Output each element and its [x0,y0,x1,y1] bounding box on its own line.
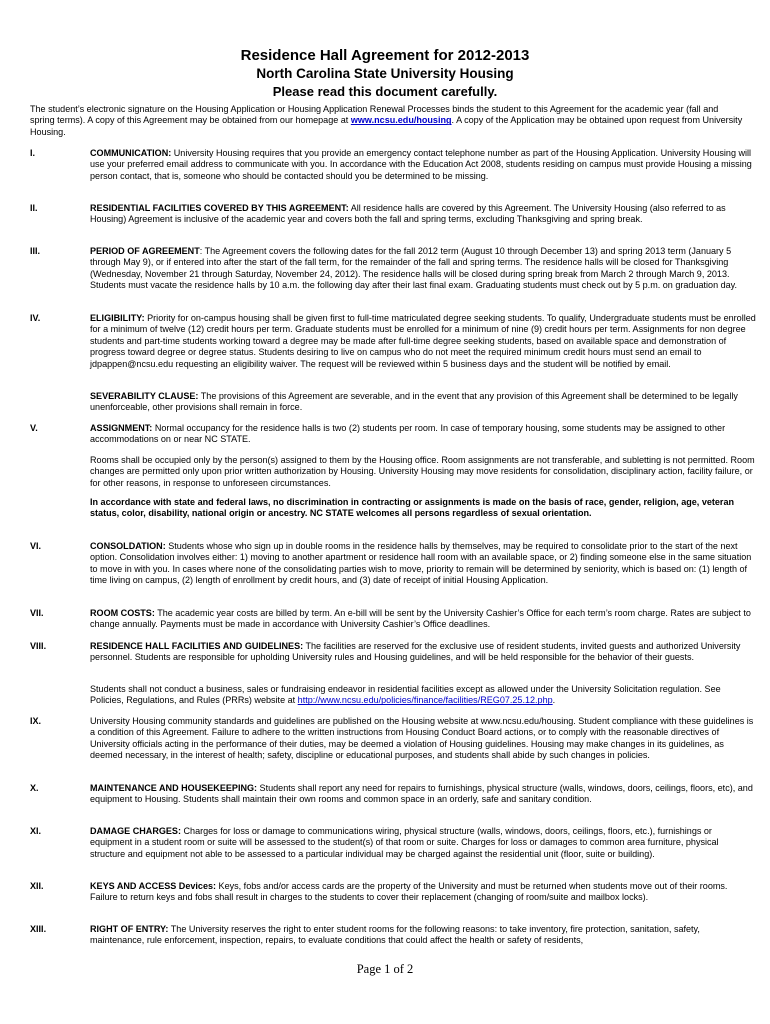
section-heading: COMMUNICATION: [90,148,172,158]
section-heading: ASSIGNMENT: [90,423,153,433]
document-subtitle: North Carolina State University Housing [256,66,514,81]
solicitation-paragraph [90,684,756,707]
severability-text: The provisions of this Agreement are severable, and in the event that any provision of this Agreement shall be determined to be legally unenforceable, other provisions shall remain in force. [90,391,738,413]
section-number: I. [30,148,36,158]
section-number: X. [30,783,39,793]
solicitation-text-after: . [552,695,556,706]
solicitation-text-before: Students shall not conduct a business, sales or fundraising endeavor in residential facilities except as allowed under the University Solicitation regulation. See Policies, Regulations, and Rules (PRRs) website at [90,684,721,706]
section-number: II. [30,203,38,213]
intro-text-after: . A copy of the Application may be obtained upon request from University Housing. [30,115,743,137]
section-number: IX. [30,716,42,726]
section-heading: KEYS AND ACCESS Devices: [90,881,217,891]
section-text: Students shall report any need for repairs to furnishings, physical structure (walls, windows, doors, ceilings, floors, etc), and equipment to Housing. Students shall maintain their own rooms and common space in an orderly, safe and sanitary condition. [90,783,753,805]
section-text: University Housing requires that you provide an emergency contact telephone number as part of the Housing Application. University Housing will use your preferred email address to communicate with you. In accordance with the Education Act 2008, students residing on campus must provide Housing a missing person contact, that is, someone who should be contacted should you be determined to be missing. [90,148,752,181]
nondiscrimination-statement: In accordance with state and federal laws, no discrimination in contracting or assignments is made on the basis of race, gender, religion, age, veteran status, color, disability, national origin or ancestry. NC STATE welcomes all persons regardless of sexual orientation. [90,497,735,519]
intro-paragraph [30,104,744,138]
section-text: Priority for on-campus housing shall be given first to full-time matriculated degree seeking students. To qualify, Undergraduate students must be enrolled for a minimum of twelve (12) credit hours per term. Graduate students must be enrolled for a minimum of nine (9) credit hours per term. Assignments for non degree students and part-time students working toward a degree may be made after full-time degree seeking students, based on available space and demonstration of progress toward degree or degree status. Students desiring to live on campus who do not meet the required minimum credit hours must send an email to jdpappen@ncsu.edu requesting an eligibility waiver. The request will be reviewed within 5 business days and the student will be notified by email. [90,313,756,369]
section-number: XI. [30,826,42,836]
severability-clause [90,391,756,414]
section-text: All residence halls are covered by this Agreement. The University Housing (also referred to as Housing) Agreement is inclusive of the academic year and covers both the fall and spring terms, excluding Thanksgiving and spring break. [90,203,726,225]
section-heading: ROOM COSTS: [90,608,155,618]
section-text: Keys, fobs and/or access cards are the property of the University and must be returned when students move out of their rooms. Failure to return keys and fobs shall result in charges to the students to cover their replacement (changing of room/suite and mailbox locks). [90,881,728,903]
section-number: VIII. [30,641,47,651]
section-heading: CONSOLDATION: [90,541,166,551]
section-text: Normal occupancy for the residence halls is two (2) students per room. In case of temporary housing, some students may be assigned to other accommodations on or near NC STATE. [90,423,726,445]
section-text: The academic year costs are billed by term. An e-bill will be sent by the University Cashier’s Office for each term’s room charge. Rates are subject to change annually. Payments must be made in accordance with University Cashier’s Office deadlines. [90,608,751,630]
section-text: Students whose who sign up in double rooms in the residence halls by themselves, may be required to consolidate prior to the start of the next option. Consolidation involves either: 1) moving to another apartment or residence hall room with an available space, or 2) finding someone else in the same situation to move in with you. In cases where none of the consolidating parties wish to move, priority to remain will be determined by seniority, which is based on: (1) length of time living on campus, (2) length of enrollment by credit hours, and (3) date of receipt of initial Housing Application. [90,541,752,586]
document-notice: Please read this document carefully. [272,84,498,99]
section-heading: ELIGIBILITY: [90,313,145,323]
intro-text-before: The student’s electronic signature on the Housing Application or Housing Application Renewal Processes binds the student to this Agreement for the academic year (fall and spring terms). A copy of this Agreement may be obtained from our homepage at [30,104,719,126]
section-heading: MAINTENANCE AND HOUSEKEEPING: [90,783,258,793]
page-number: Page 1 of 2 [356,962,414,976]
section-heading: PERIOD OF AGREEMENT [90,246,200,256]
section-text: : The Agreement covers the following dates for the fall 2012 term (August 10 through December 13) and spring 2013 term (January 5 through May 9), or if entered into after the start of the fall term, for the remainder of the fall and spring terms. The residence halls will be closed for Thanksgiving (Wednesday, November 21 through Saturday, November 24, 2012). The residence halls will be closed during spring break from March 2 through March 9, 2013. Students must vacate the residence halls by 10 a.m. the following day after their last final exam. Graduating students must check out by 5 p.m. on graduation day. [90,246,738,291]
section-number: VI. [30,541,42,551]
document-title: Residence Hall Agreement for 2012-2013 [240,47,530,64]
assignment-paragraph-2: Rooms shall be occupied only by the person(s) assigned to them by the Housing office. Room assignments are not transferable, and subletting is not permitted. Room changes are permitted only upon prior written authorization by Housing. University Housing may move residents for consolidation, disciplinary action, facility failure, or for other reasons, in response to unforeseen circumstances. [90,455,755,488]
housing-homepage-link[interactable]: www.ncsu.edu/housing [350,115,452,126]
severability-heading: SEVERABILITY CLAUSE: [90,391,199,401]
section-number: XIII. [30,924,47,934]
section-number: XII. [30,881,44,891]
section-number: III. [30,246,41,256]
section-text: The facilities are reserved for the exclusive use of resident students, invited guests and authorized University personnel. Students are responsible for upholding University rules and Housing guidelines, and will be held responsible for the behavior of their guests. [90,641,741,663]
section-number: VII. [30,608,44,618]
section-number: V. [30,423,38,433]
section-text: Charges for loss or damage to communications wiring, physical structure (walls, windows, doors, ceilings, floors, etc.), furnishings or equipment in a student room or suite will be assessed to the student(s) of that room or suite. Charges for loss or damages to common area furniture, physical structure and equipment not able to be assessed to a particular individual may be charged against the residential unit (floor, suite or building). [90,826,719,859]
section-number: IV. [30,313,41,323]
section-heading: RIGHT OF ENTRY: [90,924,169,934]
section-heading: RESIDENTIAL FACILITIES COVERED BY THIS AGREEMENT: [90,203,349,213]
section-heading: DAMAGE CHARGES: [90,826,181,836]
section-heading: RESIDENCE HALL FACILITIES AND GUIDELINES: [90,641,304,651]
section-text: University Housing community standards and guidelines are published on the Housing website at www.ncsu.edu/housing. Student compliance with these guidelines is a condition of this Agreement. Failure to adhere to the written instructions from Housing Conduct Board actions, or to comply with the reasonable directives of University officials acting in the performance of their duties, may be deemed a violation of Housing guidelines. Housing may make changes in its guidelines, as deemed necessary, in the interest of health; safety, discipline or educational purposes, and students shall abide by such changes in policies. [90,716,754,761]
section-text: The University reserves the right to enter student rooms for the following reasons: to take inventory, fire protection, sanitation, safety, maintenance, rule enforcement, inspection, repairs, to evaluate conditions that could affect the health or safety of residents, [90,924,700,946]
prr-policy-link[interactable]: http://www.ncsu.edu/policies/finance/facilities/REG07.25.12.php [297,695,553,706]
